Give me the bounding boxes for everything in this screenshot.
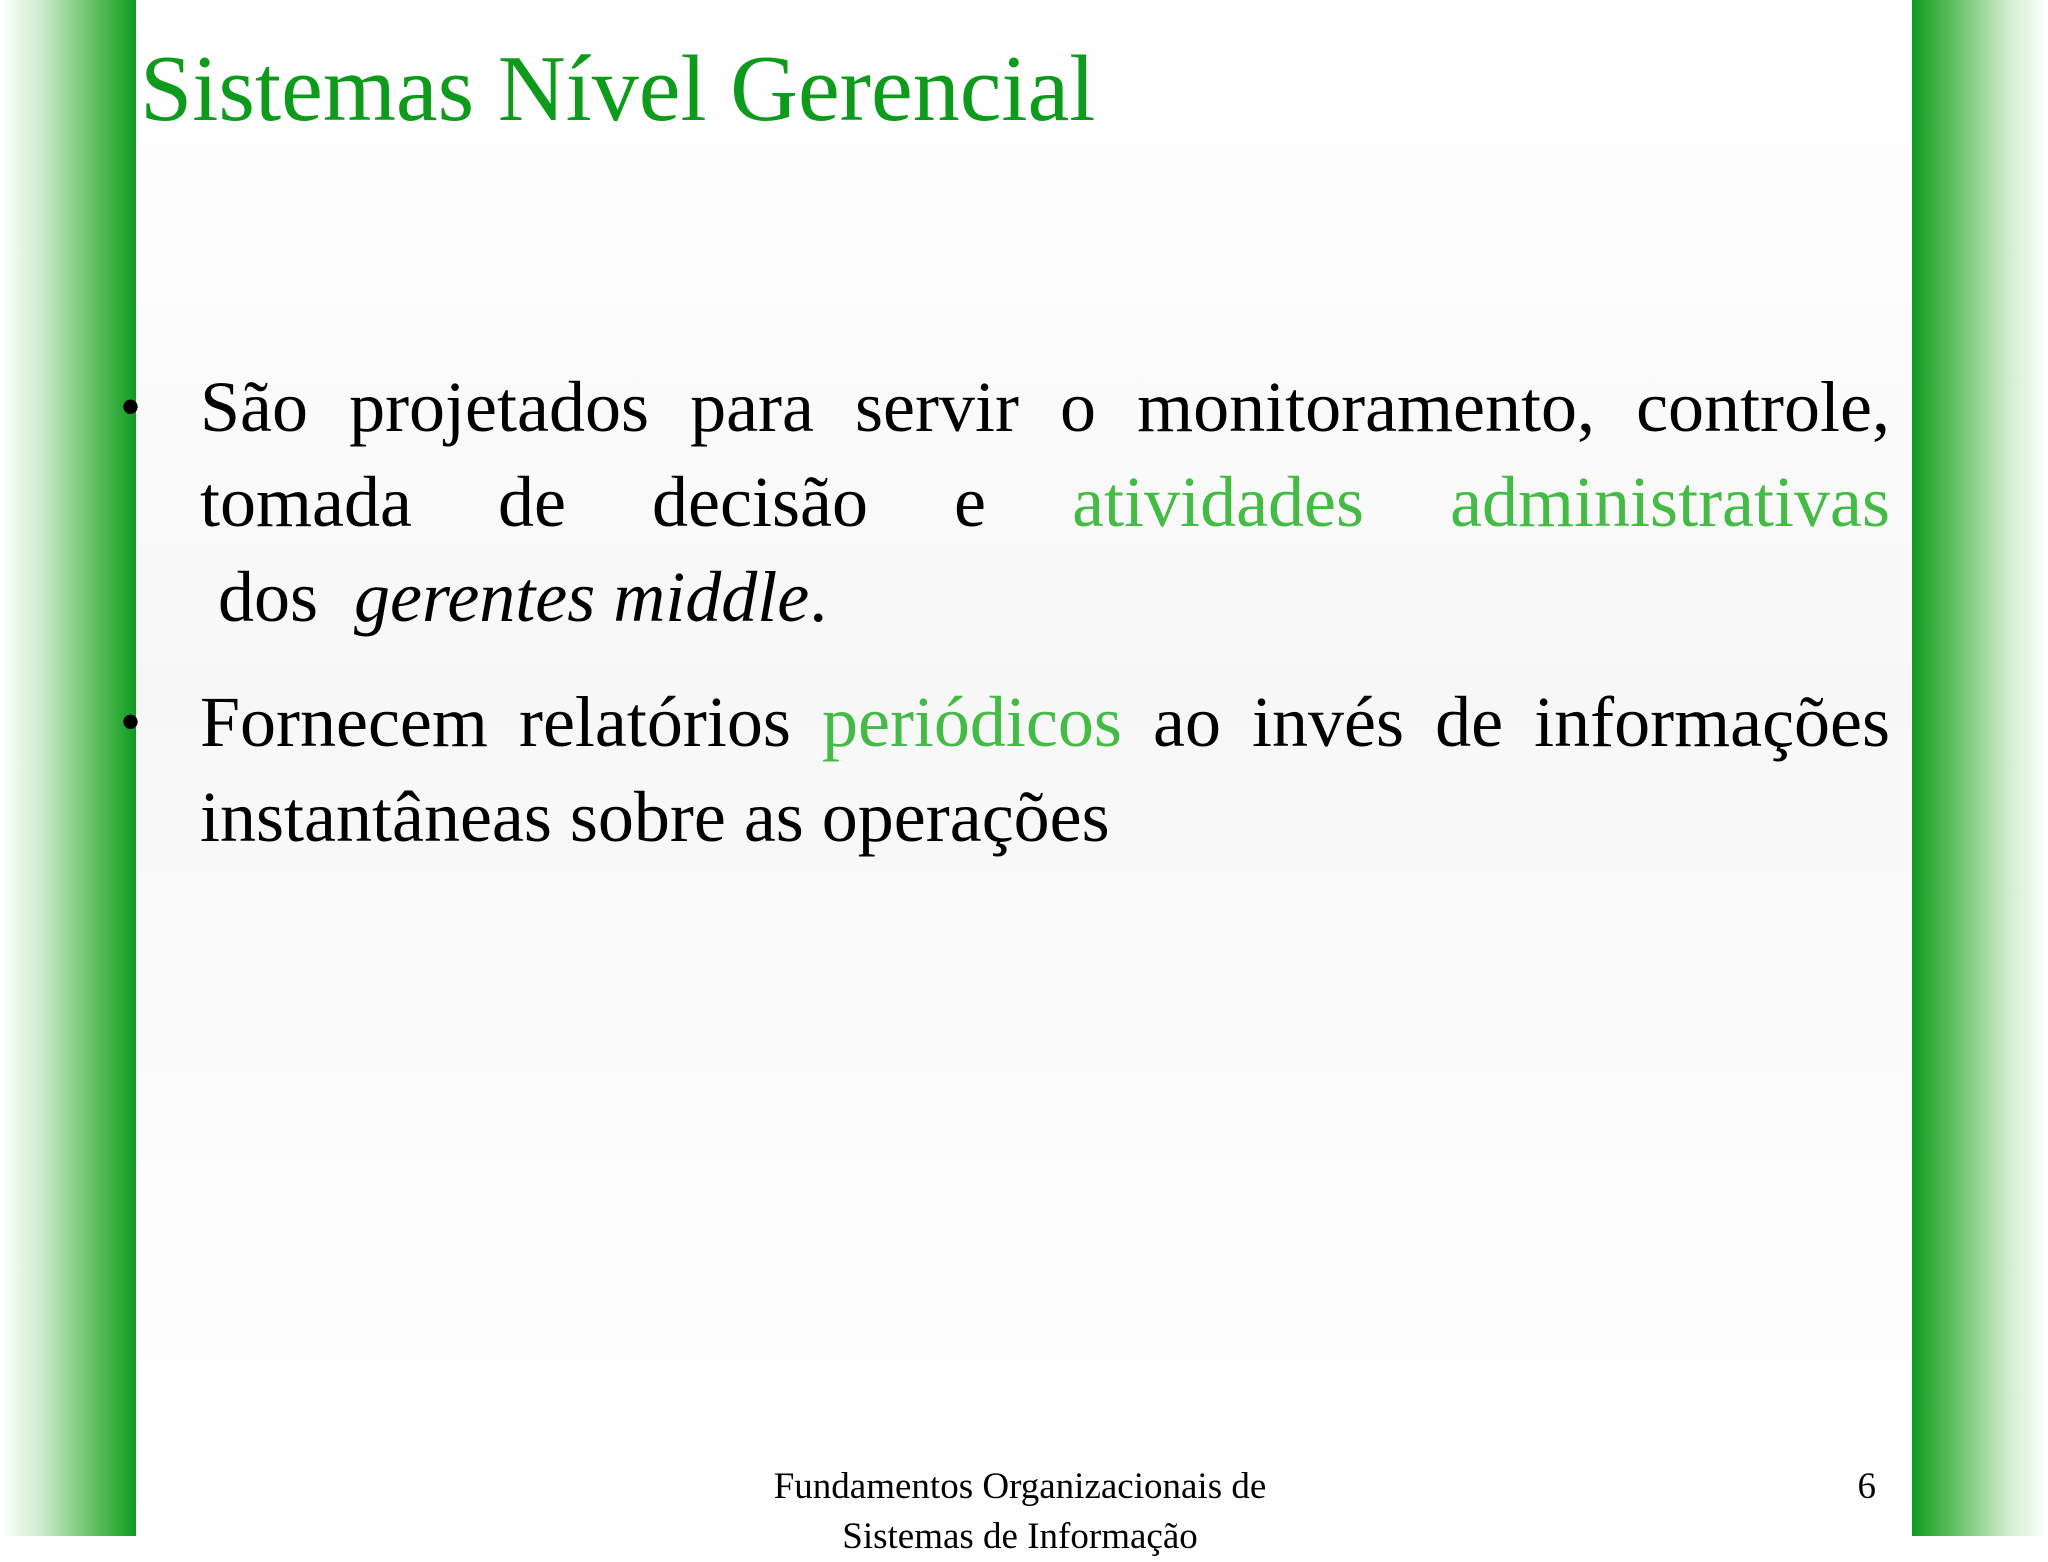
bullet-icon: • (120, 689, 142, 755)
text-segment: ao invés de informações instantâneas sobre as operações (200, 682, 1891, 857)
bullet-item (120, 675, 1890, 865)
bullet-text (200, 367, 1890, 637)
text-segment: dos (200, 557, 355, 637)
italic-text: gerentes middle (354, 557, 810, 637)
highlighted-text: periódicos (821, 682, 1122, 762)
bullet-text (200, 682, 1890, 857)
highlighted-text: atividades administrativas (1072, 462, 1890, 542)
text-segment: . (809, 557, 828, 637)
slide-body (120, 360, 1890, 895)
footer-line-2: Sistemas de Informação (842, 1516, 1198, 1557)
slide-title: Sistemas Nível Gerencial (140, 37, 1096, 141)
bullet-item (120, 360, 1890, 645)
page-number: 6 (1857, 1466, 1876, 1507)
left-decorative-bar (0, 0, 136, 1536)
bullet-icon: • (120, 374, 142, 440)
text-segment: São projetados para servir o monitoramento, controle, tomada de decisão e (200, 367, 1890, 542)
footer-line-1: Fundamentos Organizacionais de (773, 1466, 1267, 1507)
text-segment: Fornecem relatórios (200, 682, 822, 762)
footer-caption (620, 1462, 1420, 1562)
right-decorative-bar (1912, 0, 2048, 1536)
